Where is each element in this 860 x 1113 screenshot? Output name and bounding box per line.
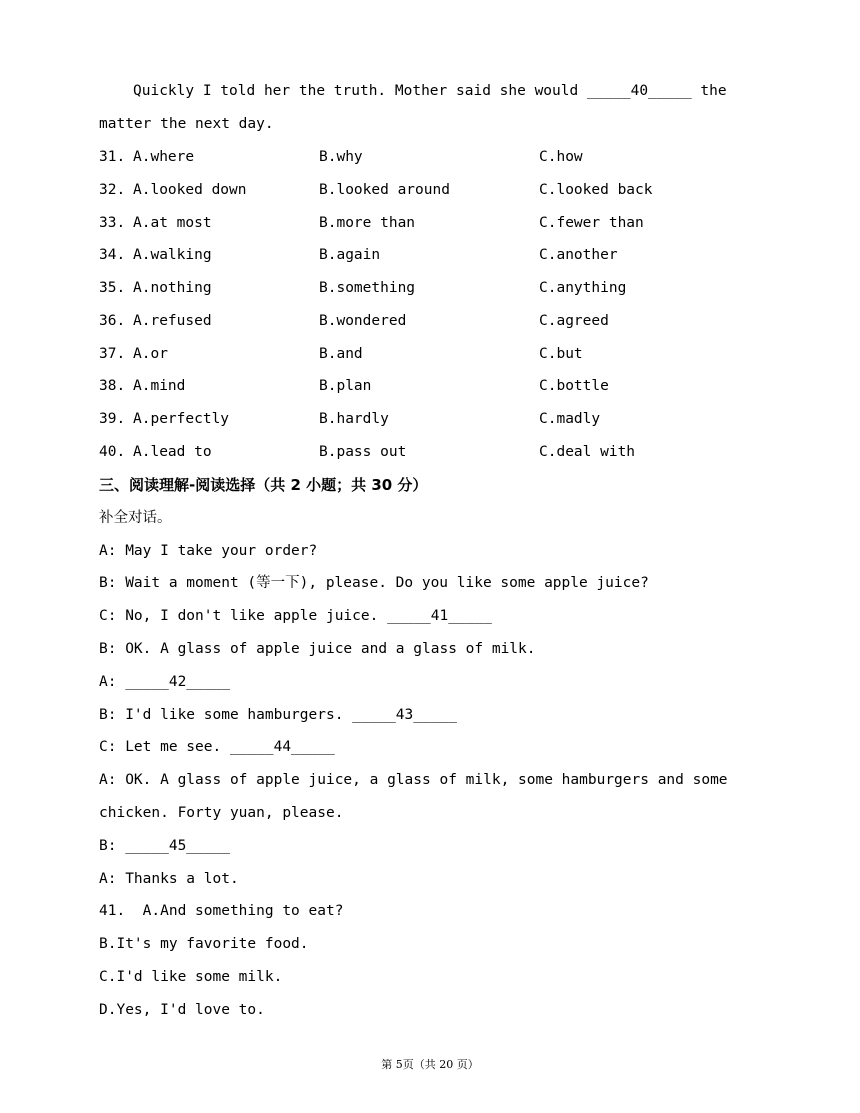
option-c: C.deal with [539, 444, 636, 460]
question-38 [99, 376, 739, 396]
dialogue-line: A: _____42_____ [99, 674, 230, 690]
dialogue-line: A: Thanks a lot. [99, 871, 239, 887]
question-36 [99, 311, 739, 331]
option-b: B.more than [319, 215, 416, 231]
question-number: 36. [99, 313, 126, 329]
option-a: A.refused [133, 313, 212, 329]
dialogue-line: C: No, I don't like apple juice. _____41_____ [99, 608, 492, 624]
dialogue-line: A: May I take your order? [99, 543, 318, 559]
dialogue-line: B: Wait a moment (等一下), please. Do you like some apple juice? [99, 575, 649, 591]
question-number: 39. [99, 411, 126, 427]
option-b: B.wondered [319, 313, 407, 329]
q41-option-d: D.Yes, I'd love to. [99, 1002, 265, 1018]
option-a: A.at most [133, 215, 212, 231]
question-40 [99, 442, 739, 462]
passage-line-1: Quickly I told her the truth. Mother said she would _____40_____ the [133, 83, 727, 99]
question-34 [99, 245, 739, 265]
question-32 [99, 180, 739, 200]
option-a: A.mind [133, 378, 186, 394]
option-b: B.and [319, 346, 363, 362]
question-number: 40. [99, 444, 126, 460]
question-number: 33. [99, 215, 126, 231]
question-number: 37. [99, 346, 126, 362]
option-a: A.walking [133, 247, 212, 263]
option-c: C.madly [539, 411, 601, 427]
option-a: A.or [133, 346, 168, 362]
question-35 [99, 278, 739, 298]
section-instruction: 补全对话。 [99, 510, 172, 526]
q41-option-a: 41. A.And something to eat? [99, 903, 344, 919]
option-c: C.fewer than [539, 215, 644, 231]
question-37 [99, 344, 739, 364]
option-b: B.hardly [319, 411, 389, 427]
option-c: C.how [539, 149, 583, 165]
option-b: B.plan [319, 378, 372, 394]
option-c: C.looked back [539, 182, 653, 198]
option-b: B.something [319, 280, 416, 296]
dialogue-line: B: _____45_____ [99, 838, 230, 854]
dialogue-line: chicken. Forty yuan, please. [99, 805, 344, 821]
q41-option-b: B.It's my favorite food. [99, 936, 309, 952]
question-number: 38. [99, 378, 126, 394]
dialogue-line: B: I'd like some hamburgers. _____43_____ [99, 707, 457, 723]
question-number: 35. [99, 280, 126, 296]
option-c: C.agreed [539, 313, 609, 329]
passage-line-2: matter the next day. [99, 116, 274, 132]
dialogue-line: A: OK. A glass of apple juice, a glass of milk, some hamburgers and some [99, 772, 728, 788]
section-heading: 三、阅读理解-阅读选择（共 2 小题；共 30 分） [99, 476, 428, 494]
option-a: A.looked down [133, 182, 247, 198]
question-number: 32. [99, 182, 126, 198]
option-a: A.perfectly [133, 411, 230, 427]
option-c: C.but [539, 346, 583, 362]
option-b: B.pass out [319, 444, 407, 460]
question-39 [99, 409, 739, 429]
question-31 [99, 147, 739, 167]
option-b: B.looked around [319, 182, 450, 198]
option-a: A.where [133, 149, 195, 165]
option-a: A.lead to [133, 444, 212, 460]
dialogue-line: B: OK. A glass of apple juice and a glass of milk. [99, 641, 536, 657]
option-b: B.why [319, 149, 363, 165]
dialogue-line: C: Let me see. _____44_____ [99, 739, 335, 755]
option-b: B.again [319, 247, 381, 263]
question-33 [99, 213, 739, 233]
option-c: C.another [539, 247, 618, 263]
q41-option-c: C.I'd like some milk. [99, 969, 283, 985]
page-footer: 第 5页（共 20 页） [381, 1058, 479, 1071]
question-number: 31. [99, 149, 126, 165]
option-c: C.anything [539, 280, 627, 296]
option-c: C.bottle [539, 378, 609, 394]
option-a: A.nothing [133, 280, 212, 296]
question-number: 34. [99, 247, 126, 263]
